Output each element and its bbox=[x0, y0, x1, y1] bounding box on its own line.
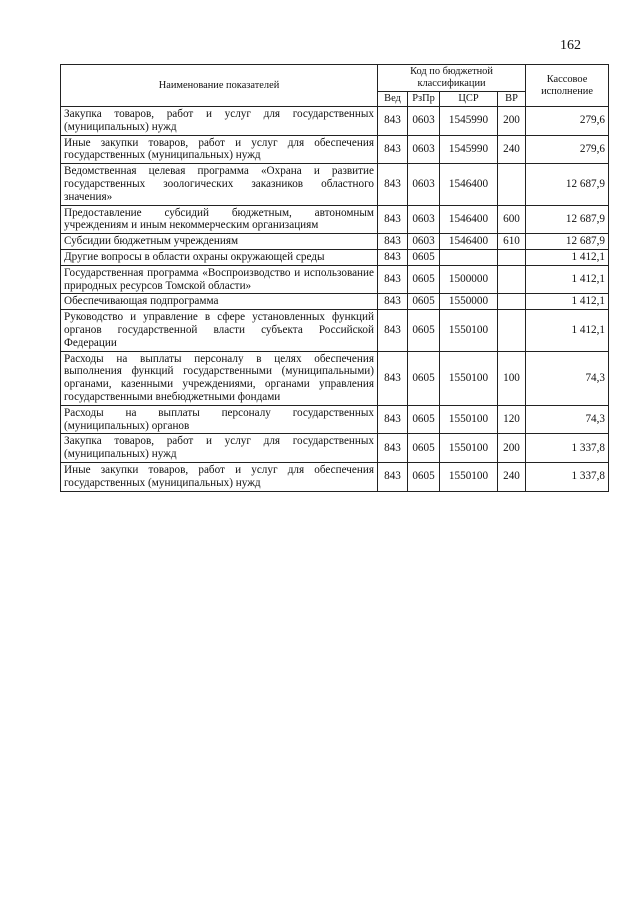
row-rzpr-cell: 0605 bbox=[408, 462, 440, 491]
row-rzpr-cell: 0603 bbox=[408, 205, 440, 234]
row-amount-cell: 12 687,9 bbox=[526, 234, 609, 250]
header-name: Наименование показателей bbox=[61, 65, 378, 107]
row-name-cell: Расходы на выплаты персоналу в целях обеспечения выполнения функций государственными (муниципальными) органами, казенными учреждениями, органами управления государственными внебюджетными фондами bbox=[61, 351, 378, 405]
table-row bbox=[61, 462, 609, 491]
row-name-cell: Расходы на выплаты персоналу государственных (муниципальных) органов bbox=[61, 405, 378, 434]
row-vr-cell: 600 bbox=[498, 205, 526, 234]
row-amount-cell: 1 412,1 bbox=[526, 265, 609, 294]
table-row bbox=[61, 205, 609, 234]
table-row bbox=[61, 405, 609, 434]
row-rzpr-cell: 0603 bbox=[408, 107, 440, 136]
table-row bbox=[61, 249, 609, 265]
row-csr-cell: 1500000 bbox=[440, 265, 498, 294]
table-body bbox=[61, 107, 609, 492]
row-rzpr-cell: 0603 bbox=[408, 135, 440, 164]
row-name-cell: Государственная программа «Воспроизводство и использование природных ресурсов Томской области» bbox=[61, 265, 378, 294]
row-ved-cell: 843 bbox=[378, 405, 408, 434]
row-vr-cell bbox=[498, 164, 526, 205]
header-amount: Кассовое исполнение bbox=[526, 65, 609, 107]
row-vr-cell: 200 bbox=[498, 434, 526, 463]
row-ved-cell: 843 bbox=[378, 107, 408, 136]
row-name-cell: Закупка товаров, работ и услуг для государственных (муниципальных) нужд bbox=[61, 434, 378, 463]
row-ved-cell: 843 bbox=[378, 234, 408, 250]
row-amount-cell: 12 687,9 bbox=[526, 205, 609, 234]
row-csr-cell: 1546400 bbox=[440, 164, 498, 205]
row-rzpr-cell: 0605 bbox=[408, 351, 440, 405]
row-rzpr-cell: 0605 bbox=[408, 249, 440, 265]
row-csr-cell: 1550100 bbox=[440, 310, 498, 351]
row-ved-cell: 843 bbox=[378, 462, 408, 491]
row-ved-cell: 843 bbox=[378, 265, 408, 294]
row-vr-cell: 610 bbox=[498, 234, 526, 250]
row-rzpr-cell: 0605 bbox=[408, 294, 440, 310]
row-vr-cell bbox=[498, 265, 526, 294]
row-vr-cell: 100 bbox=[498, 351, 526, 405]
table-row bbox=[61, 164, 609, 205]
row-amount-cell: 12 687,9 bbox=[526, 164, 609, 205]
row-csr-cell bbox=[440, 249, 498, 265]
row-csr-cell: 1550100 bbox=[440, 351, 498, 405]
row-amount-cell: 74,3 bbox=[526, 405, 609, 434]
row-csr-cell: 1546400 bbox=[440, 205, 498, 234]
table-row bbox=[61, 434, 609, 463]
table-row bbox=[61, 310, 609, 351]
header-csr: ЦСР bbox=[440, 92, 498, 107]
row-csr-cell: 1546400 bbox=[440, 234, 498, 250]
row-ved-cell: 843 bbox=[378, 164, 408, 205]
row-name-cell: Иные закупки товаров, работ и услуг для обеспечения государственных (муниципальных) нужд bbox=[61, 462, 378, 491]
row-csr-cell: 1545990 bbox=[440, 135, 498, 164]
row-amount-cell: 279,6 bbox=[526, 135, 609, 164]
row-vr-cell: 240 bbox=[498, 135, 526, 164]
row-amount-cell: 74,3 bbox=[526, 351, 609, 405]
row-rzpr-cell: 0605 bbox=[408, 405, 440, 434]
row-vr-cell: 240 bbox=[498, 462, 526, 491]
table-row bbox=[61, 107, 609, 136]
row-rzpr-cell: 0603 bbox=[408, 164, 440, 205]
row-name-cell: Обеспечивающая подпрограмма bbox=[61, 294, 378, 310]
row-vr-cell: 120 bbox=[498, 405, 526, 434]
row-vr-cell bbox=[498, 249, 526, 265]
row-rzpr-cell: 0605 bbox=[408, 265, 440, 294]
row-rzpr-cell: 0605 bbox=[408, 310, 440, 351]
row-amount-cell: 1 412,1 bbox=[526, 310, 609, 351]
table-row bbox=[61, 234, 609, 250]
row-csr-cell: 1545990 bbox=[440, 107, 498, 136]
table-row bbox=[61, 135, 609, 164]
table-row bbox=[61, 294, 609, 310]
header-ved: Вед bbox=[378, 92, 408, 107]
row-name-cell: Иные закупки товаров, работ и услуг для обеспечения государственных (муниципальных) нужд bbox=[61, 135, 378, 164]
row-ved-cell: 843 bbox=[378, 135, 408, 164]
row-vr-cell bbox=[498, 310, 526, 351]
row-csr-cell: 1550000 bbox=[440, 294, 498, 310]
row-vr-cell bbox=[498, 294, 526, 310]
budget-table bbox=[60, 64, 609, 492]
row-name-cell: Предоставление субсидий бюджетным, автономным учреждениям и иным некоммерческим организациям bbox=[61, 205, 378, 234]
row-amount-cell: 1 412,1 bbox=[526, 294, 609, 310]
row-name-cell: Закупка товаров, работ и услуг для государственных (муниципальных) нужд bbox=[61, 107, 378, 136]
row-name-cell: Субсидии бюджетным учреждениям bbox=[61, 234, 378, 250]
row-amount-cell: 1 412,1 bbox=[526, 249, 609, 265]
row-name-cell: Другие вопросы в области охраны окружающей среды bbox=[61, 249, 378, 265]
row-ved-cell: 843 bbox=[378, 351, 408, 405]
row-amount-cell: 1 337,8 bbox=[526, 462, 609, 491]
row-name-cell: Ведомственная целевая программа «Охрана и развитие государственных зоологических заказников областного значения» bbox=[61, 164, 378, 205]
row-ved-cell: 843 bbox=[378, 294, 408, 310]
header-rzpr: РзПр bbox=[408, 92, 440, 107]
row-name-cell: Руководство и управление в сфере установленных функций органов государственной власти субъекта Российской Федерации bbox=[61, 310, 378, 351]
row-csr-cell: 1550100 bbox=[440, 405, 498, 434]
page-number: 162 bbox=[560, 38, 581, 53]
row-ved-cell: 843 bbox=[378, 310, 408, 351]
row-ved-cell: 843 bbox=[378, 205, 408, 234]
row-rzpr-cell: 0605 bbox=[408, 434, 440, 463]
row-ved-cell: 843 bbox=[378, 434, 408, 463]
row-rzpr-cell: 0603 bbox=[408, 234, 440, 250]
table-header bbox=[61, 65, 609, 107]
row-vr-cell: 200 bbox=[498, 107, 526, 136]
row-amount-cell: 1 337,8 bbox=[526, 434, 609, 463]
table-row bbox=[61, 265, 609, 294]
row-ved-cell: 843 bbox=[378, 249, 408, 265]
table-row bbox=[61, 351, 609, 405]
header-vr: ВР bbox=[498, 92, 526, 107]
row-amount-cell: 279,6 bbox=[526, 107, 609, 136]
row-csr-cell: 1550100 bbox=[440, 462, 498, 491]
header-code-group: Код по бюджетной классификации bbox=[378, 65, 526, 92]
row-csr-cell: 1550100 bbox=[440, 434, 498, 463]
